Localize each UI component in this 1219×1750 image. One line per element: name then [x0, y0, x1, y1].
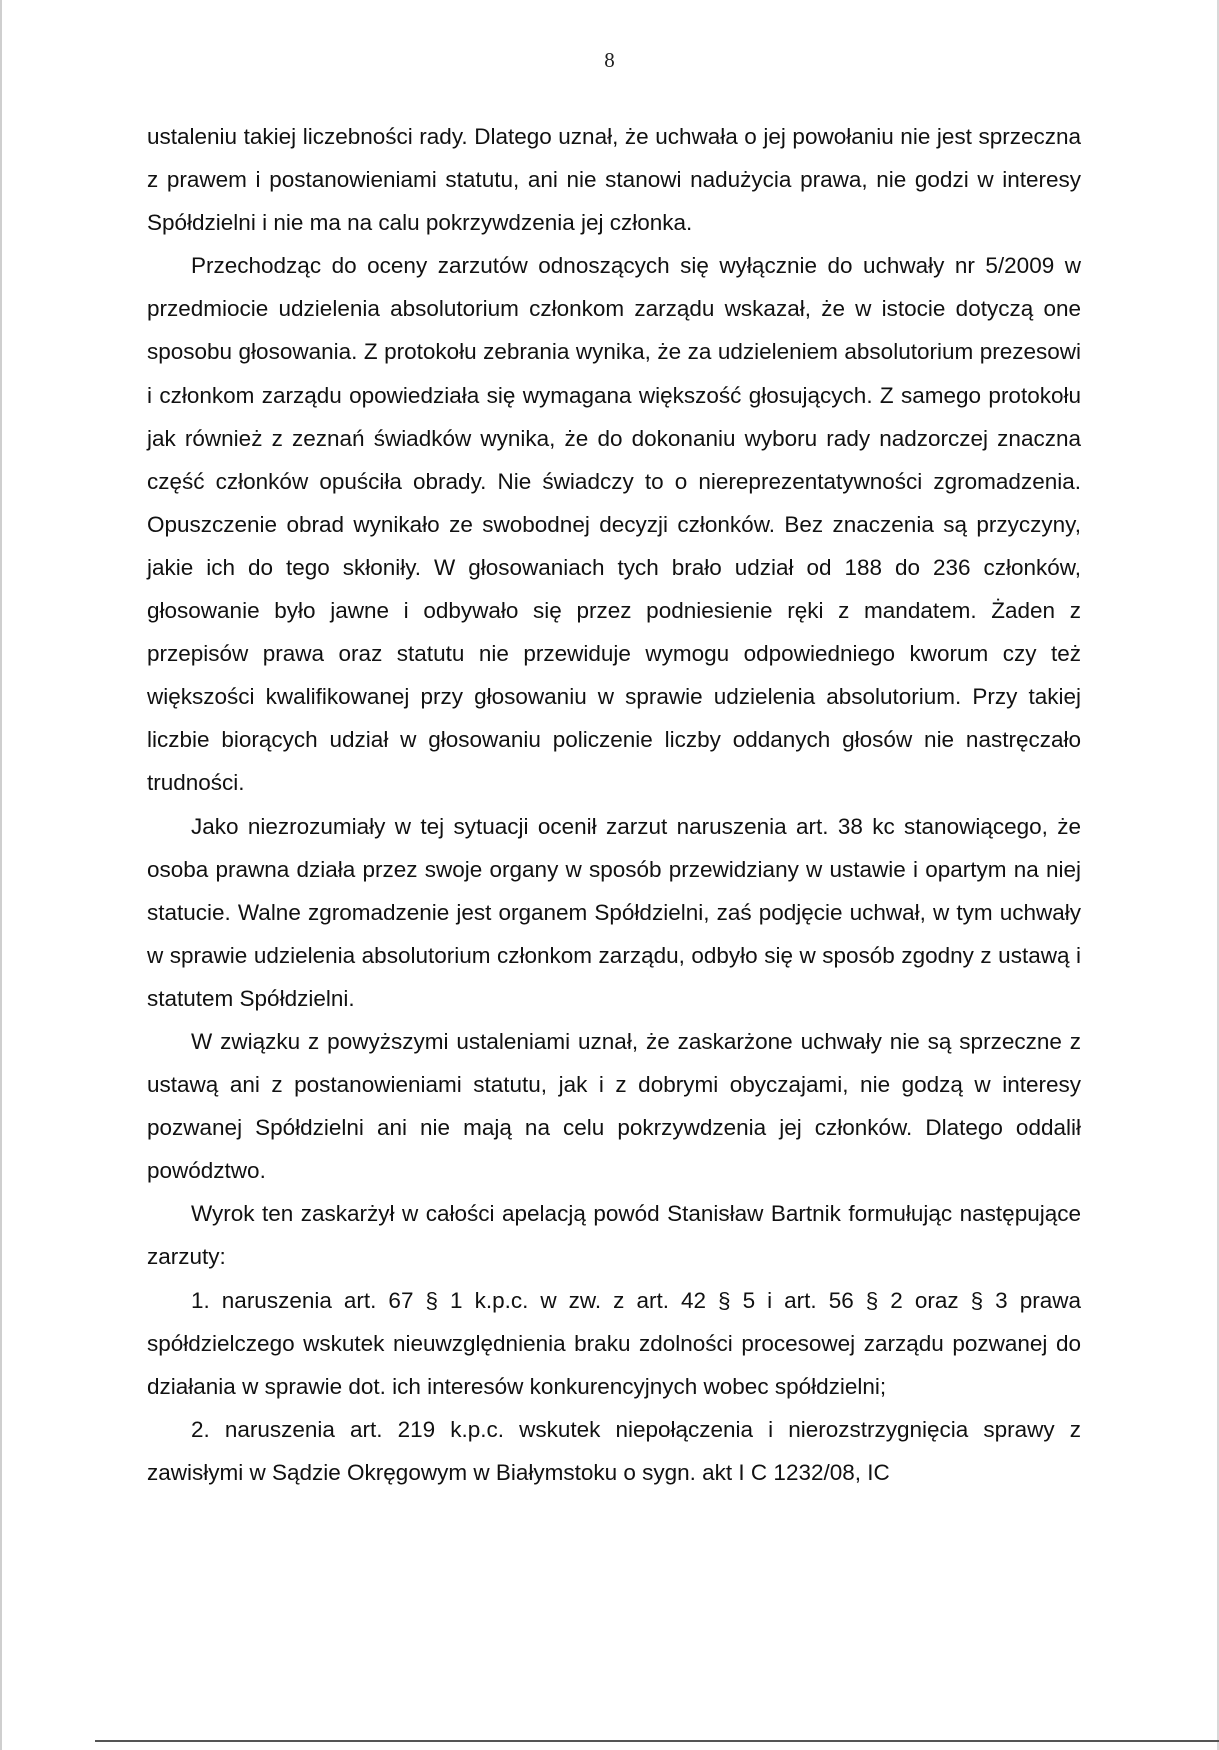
appeal-item-2: 2. naruszenia art. 219 k.p.c. wskutek niepołączenia i nierozstrzygnięcia sprawy z zawisłymi w Sądzie Okręgowym w Białymstoku o sygn. akt I C 1232/08, IC — [147, 1416, 1081, 1485]
paragraph-continuation: ustaleniu takiej liczebności rady. Dlatego uznał, że uchwała o jej powołaniu nie jest sprzeczna z prawem i postanowieniami statutu, ani nie stanowi nadużycia prawa, nie godzi w interesy Spółdzielni i nie ma na calu pokrzywdzenia jej członka. — [147, 124, 1081, 236]
appeal-item-1: 1. naruszenia art. 67 § 1 k.p.c. w zw. z art. 42 § 5 i art. 56 § 2 oraz § 3 prawa spółdzielczego wskutek nieuwzględnienia braku zdolności procesowej zarządu pozwanej do działania w sprawie dot. ich interesów konkurencyjnych wobec spółdzielni; — [147, 1287, 1081, 1399]
paragraph-appeal: Wyrok ten zaskarżył w całości apelacją powód Stanisław Bartnik formułując następujące zarzuty: — [147, 1201, 1081, 1270]
paragraph-conclusion: W związku z powyższymi ustaleniami uznał, że zaskarżone uchwały nie są sprzeczne z ustawą ani z postanowieniami statutu, jak i z dobrymi obyczajami, nie godzą w interesy pozwanej Spółdzielni ani nie mają na celu pokrzywdzenia jej członków. Dlatego oddalił powództwo. — [147, 1028, 1081, 1184]
scan-edge-bottom — [95, 1740, 1219, 1742]
paragraph-art-38: Jako niezrozumiały w tej sytuacji ocenił zarzut naruszenia art. 38 kc stanowiącego, że osoba prawna działa przez swoje organy w sposób przewidziany w ustawie i opartym na niej statucie. Walne zgromadzenie jest organem Spółdzielni, zaś podjęcie uchwał, w tym uchwały w sprawie udzielenia absolutorium członkom zarządu, odbyło się w sposób zgodny z ustawą i statutem Spółdzielni. — [147, 813, 1081, 1011]
body-text — [147, 115, 1081, 1494]
scan-edge-left — [0, 0, 2, 1750]
paragraph-absolutorium: Przechodząc do oceny zarzutów odnoszących się wyłącznie do uchwały nr 5/2009 w przedmiocie udzielenia absolutorium członkom zarządu wskazał, że w istocie dotyczą one sposobu głosowania. Z protokołu zebrania wynika, że za udzieleniem absolutorium prezesowi i członkom zarządu opowiedziała się wymagana większość głosujących. Z samego protokołu jak również z zeznań świadków wynika, że do dokonaniu wyboru rady nadzorczej znaczna część członków opuściła obrady. Nie świadczy to o niereprezentatywności zgromadzenia. Opuszczenie obrad wynikało ze swobodnej decyzji członków. Bez znaczenia są przyczyny, jakie ich do tego skłoniły. W głosowaniach tych brało udział od 188 do 236 członków, głosowanie było jawne i odbywało się przez podniesienie ręki z mandatem. Żaden z przepisów prawa oraz statutu nie przewiduje wymogu odpowiedniego kworum czy też większości kwalifikowanej przy głosowaniu w sprawie udzielenia absolutorium. Przy takiej liczbie biorących udział w głosowaniu policzenie liczby oddanych głosów nie nastręczało trudności. — [147, 253, 1081, 796]
page-number: 8 — [604, 48, 615, 72]
